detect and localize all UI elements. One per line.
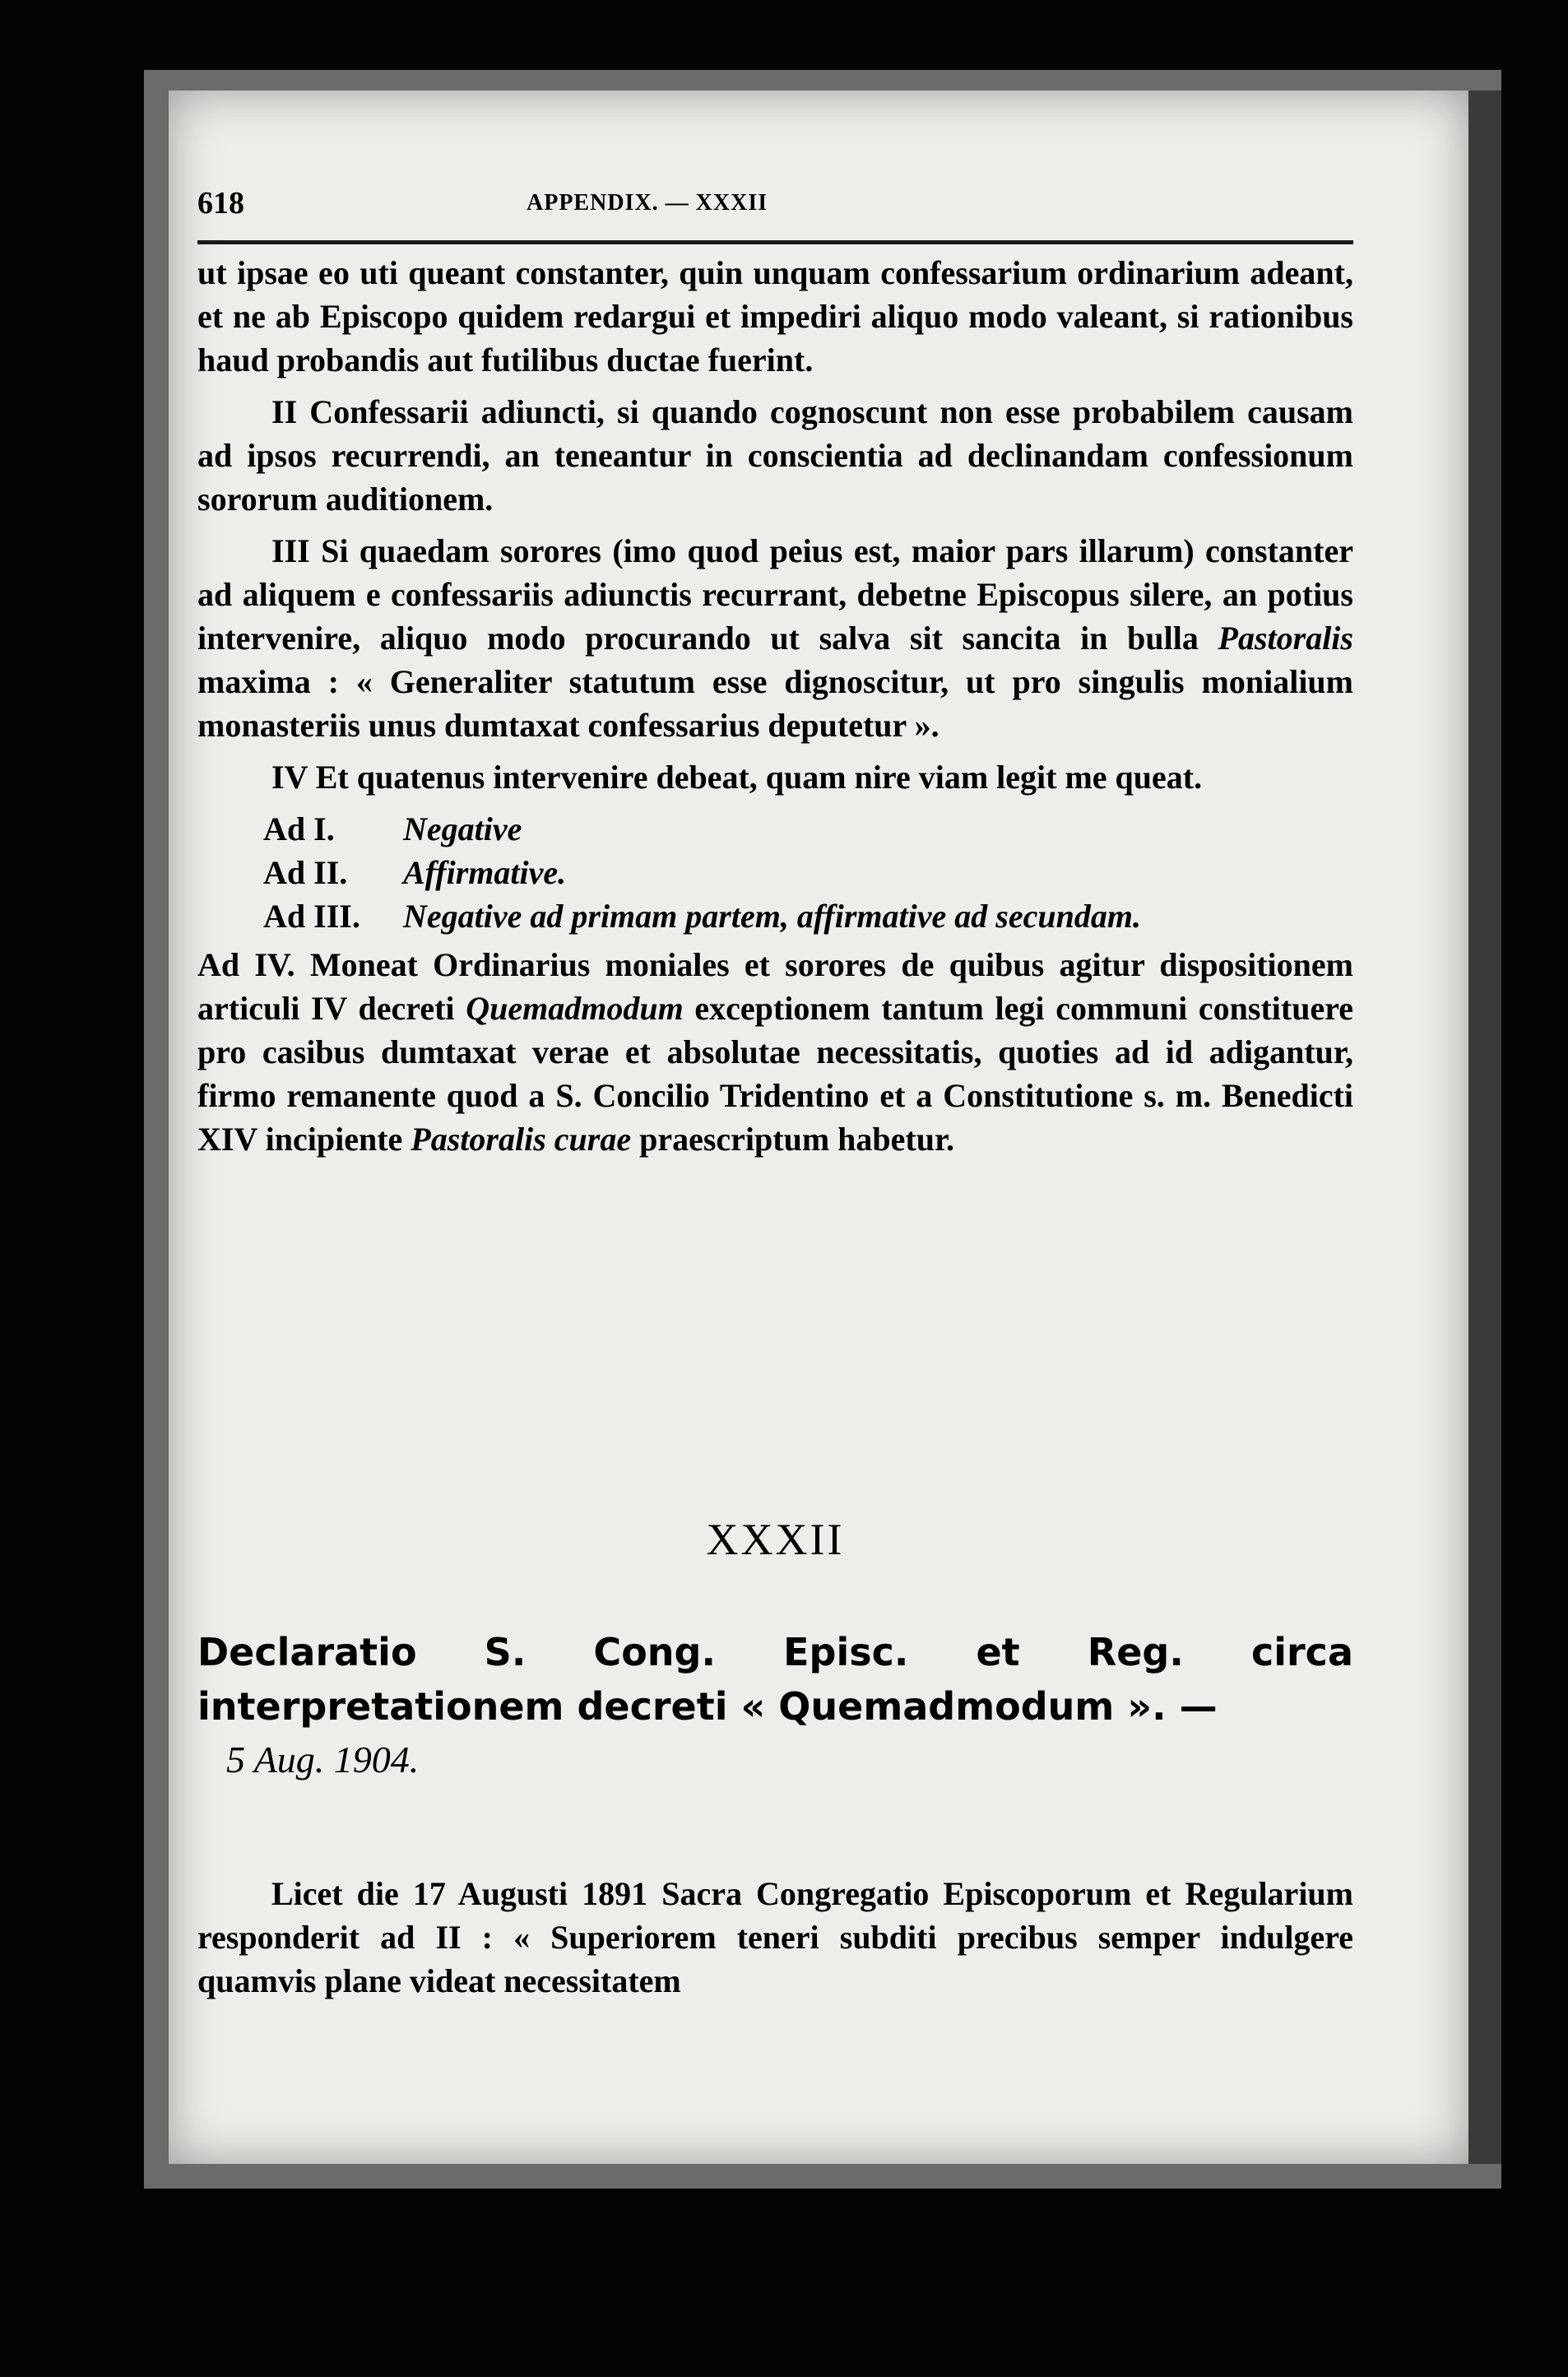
page-number: 618: [197, 186, 244, 221]
running-title: APPENDIX. — XXXII: [527, 190, 768, 216]
question-3-text: III Si quaedam sorores (imo quod peius est, maior pars illarum) constanter ad aliquem e confessariis adiunctis recurrant, debetne Episcopus silere, an potius intervenire, aliquo modo procurando ut salva sit sancita in bulla: [197, 532, 1353, 657]
response-label: Ad III.: [263, 898, 360, 935]
response-item: [197, 851, 1353, 894]
response-answer: Negative: [403, 810, 522, 847]
paragraph-continuation: ut ipsae eo uti queant constanter, quin unquam confessarium ordinarium adeant, et ne ab Episcopo quidem redargui et impediri aliquo modo valeant, si rationibus haud probandis aut futilibus ductae fuerint.: [197, 254, 1353, 378]
pastoralis-ref: Pastoralis: [1218, 620, 1353, 657]
response-item: [197, 807, 1353, 851]
question-3-quote: maxima : « Generaliter statutum esse dignoscitur, ut pro singulis monialium monasteriis unus dumtaxat confessarius deputetur ».: [197, 663, 1353, 744]
response-label: Ad II.: [263, 854, 348, 891]
response-answer: Affirmative.: [403, 854, 567, 891]
question-2: II Confessarii adiuncti, si quando cognoscunt non esse probabilem causam ad ipsos recurrendi, an teneantur in conscientia ad declinandam confessionum sororum auditionem.: [197, 393, 1353, 518]
page-edge-shadow: [1468, 91, 1501, 2164]
final-paragraph: [197, 1872, 1353, 2003]
question-3: [197, 529, 1353, 747]
pastoralis-curae-ref: Pastoralis curae: [411, 1121, 632, 1158]
response-item: [197, 894, 1353, 938]
response-answer: Negative ad primam partem, affirmative ad secundam.: [403, 898, 1141, 935]
response-4-end: praescriptum habetur.: [631, 1121, 955, 1158]
declaration-date: 5 Aug. 1904.: [226, 1739, 420, 1780]
header-rule: [197, 240, 1353, 244]
quemadmodum-ref: Quemadmodum: [466, 990, 684, 1027]
declaration-title: Declaratio S. Cong. Episc. et Reg. circa interpretationem decreti « Quemadmodum ». —: [197, 1630, 1353, 1729]
question-4: IV Et quatenus intervenire debeat, quam nire viam legit me queat.: [271, 759, 1203, 796]
section-number: XXXII: [706, 1515, 845, 1564]
response-4-text: Ad IV. Moneat Ordinarius moniales et sorores de quibus agitur dispositionem articuli IV decreti: [197, 946, 1353, 1027]
response-label: Ad I.: [263, 810, 335, 847]
page-header: [197, 185, 1349, 234]
final-paragraph-text: Licet die 17 Augusti 1891 Sacra Congregatio Episcoporum et Regularium responderit ad II : « Superiorem teneri subditi precibus semper indulgere quamvis plane videat necessitatem: [197, 1875, 1353, 1999]
main-text: [197, 251, 1353, 1169]
response-4: [197, 943, 1353, 1161]
response-4-text-cont: exceptionem tantum legi communi constituere pro casibus dumtaxat verae et absolutae necessitatis, quoties ad id adigantur, firmo remanente quod a S. Concilio Tridentino et a Constitutione s. m. Benedicti XIV incipiente: [197, 990, 1353, 1158]
responses-list: [197, 807, 1353, 938]
